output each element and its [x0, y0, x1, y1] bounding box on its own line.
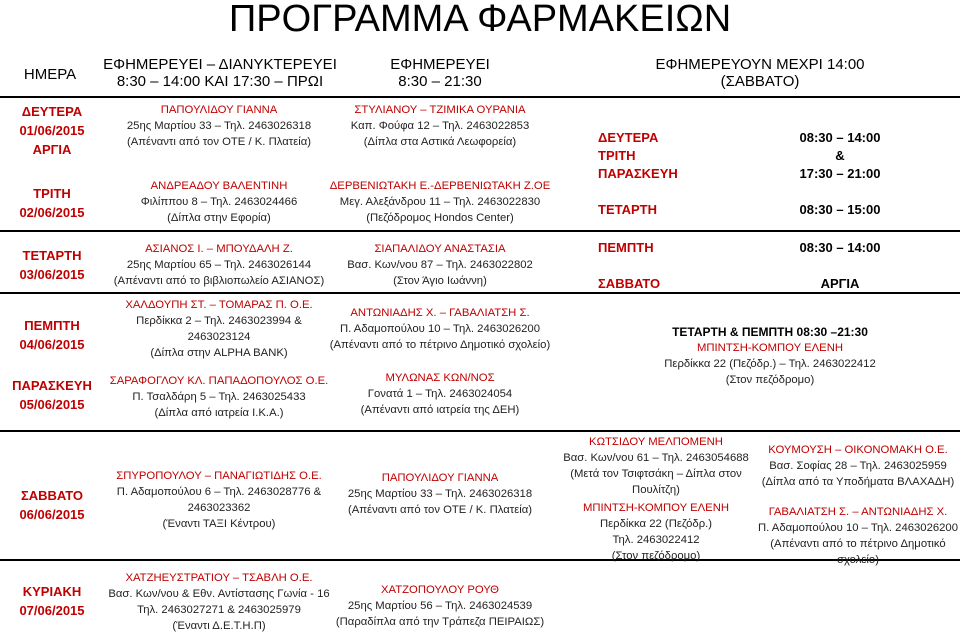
schedule-time: &: [835, 148, 845, 163]
schedule-time: 17:30 – 21:00: [799, 166, 881, 181]
pharmacy-entry: ΣΙΑΠΑΛΙΔΟΥ ΑΝΑΣΤΑΣΙΑ Βασ. Κων/νου 87 – Τηλ. 2463022802 (Στον Άγιο Ιωάννη): [347, 243, 533, 287]
pharmacy-entry: ΧΑΤΖΗΕΥΣΤΡΑΤΙΟΥ – ΤΣΑΒΛΗ Ο.Ε. Βασ. Κων/νου & Εθν. Αντίστασης Γωνία - 16 Τηλ. 2463027271 & 2463025979 (Έναντι Δ.Ε.Τ.Η.Π): [108, 572, 330, 632]
day-cell: ΣΑΒΒΑΤΟ 06/06/2015: [19, 488, 85, 522]
divider: [0, 96, 960, 98]
schedule-time: 08:30 – 14:00: [799, 130, 881, 145]
schedule-day: ΣΑΒΒΑΤΟ: [598, 276, 661, 291]
day-cell: ΚΥΡΙΑΚΗ 07/06/2015: [19, 584, 85, 618]
pharmacy-entry: ΑΝΔΡΕΑΔΟΥ ΒΑΛΕΝΤΙΝΗ Φιλίππου 8 – Τηλ. 2463024466 (Δίπλα στην Εφορία): [140, 180, 298, 224]
schedule-day: ΤΕΤΑΡΤΗ: [598, 202, 657, 217]
pharmacy-entry: ΑΣΙΑΝΟΣ Ι. – ΜΠΟΥΔΑΛΗ Ζ. 25ης Μαρτίου 65 – Τηλ. 2463026144 (Απέναντι από το βιβλιοπωλείο ΑΣΙΑΝΟΣ): [113, 243, 325, 287]
schedule-time: 08:30 – 14:00: [799, 240, 881, 255]
pharmacy-entry: ΣΠΥΡΟΠΟΥΛΟΥ – ΠΑΝΑΓΙΩΤΙΔΗΣ Ο.Ε. Π. Αδαμοπούλου 6 – Τηλ. 2463028776 & 2463023362 (Έναντι ΤΑΞΙ Κέντρου): [116, 470, 322, 530]
schedule-day: ΤΡΙΤΗ: [598, 148, 636, 163]
pharmacy-entry: ΧΑΤΖΟΠΟΥΛΟΥ ΡΟΥΘ 25ης Μαρτίου 56 – Τηλ. 2463024539 (Παραδίπλα από την Τράπεζα ΠΕΙΡΑΙΩΣ): [335, 584, 545, 628]
schedule-day: ΔΕΥΤΕΡΑ: [598, 130, 659, 145]
pharmacy-entry: ΜΥΛΩΝΑΣ ΚΩΝ/ΝΟΣ Γονατά 1 – Τηλ. 2463024054 (Απέναντι από ιατρεία της ΔΕΗ): [360, 372, 520, 416]
pharmacy-entry: ΔΕΡΒΕΝΙΩΤΑΚΗ Ε.-ΔΕΡΒΕΝΙΩΤΑΚΗ Ζ.ΟΕ Μεγ. Αλεξάνδρου 11 – Τηλ. 2463022830 (Πεζόδρομος Hondos Center): [329, 180, 551, 224]
day-cell: ΤΡΙΤΗ 02/06/2015: [19, 186, 85, 220]
pharmacy-entry: ΚΟΥΜΟΥΣΗ – ΟΙΚΟΝΟΜΑΚΗ Ο.Ε. Βασ. Σοφίας 28 – Τηλ. 2463025959 (Δίπλα από τα Υποδήματα ΒΛΑΧΑΔΗ): [761, 444, 955, 488]
header-col1: ΕΦΗΜΕΡΕΥΕΙ – ΔΙΑΝΥΚΤΕΡΕΥΕΙ 8:30 – 14:00 ΚΑΙ 17:30 – ΠΡΩΙ: [103, 56, 337, 90]
header-col2: ΕΦΗΜΕΡΕΥΕΙ 8:30 – 21:30: [390, 56, 490, 90]
day-cell: ΔΕΥΤΕΡΑ 01/06/2015 ΑΡΓΙΑ: [19, 104, 85, 157]
pharmacy-entry: ΓΑΒΑΛΙΑΤΣΗ Σ. – ΑΝΤΩΝΙΑΔΗΣ Χ. Π. Αδαμοπούλου 10 – Τηλ. 2463026200 (Απέναντι από το πέτρινο Δημοτικό σχολείο): [757, 506, 958, 566]
pharmacy-entry: ΚΩΤΣΙΔΟΥ ΜΕΛΠΟΜΕΝΗ Βασ. Κων/νου 61 – Τηλ. 2463054688 (Μετά τον Τσιφτσάκη – Δίπλα στον Πουλίτζη): [563, 436, 749, 496]
pharmacy-entry: ΠΑΠΟΥΛΙΔΟΥ ΓΙΑΝΝΑ 25ης Μαρτίου 33 – Τηλ. 2463026318 (Απέναντι από τον ΟΤΕ / Κ. Πλατεία): [126, 104, 312, 148]
day-cell: ΠΕΜΠΤΗ 04/06/2015: [19, 318, 85, 352]
schedule-time: ΑΡΓΙΑ: [820, 276, 860, 291]
header-day: ΗΜΕΡΑ: [23, 66, 77, 83]
day-cell: ΤΕΤΑΡΤΗ 03/06/2015: [19, 248, 85, 282]
header-col3: ΕΦΗΜΕΡΕΥΟΥΝ ΜΕΧΡΙ 14:00 (ΣΑΒΒΑΤΟ): [655, 56, 865, 90]
schedule-day: ΠΑΡΑΣΚΕΥΗ: [598, 166, 678, 181]
schedule-time: 08:30 – 15:00: [799, 202, 881, 217]
divider: [0, 430, 960, 432]
pharmacy-entry: ΑΝΤΩΝΙΑΔΗΣ Χ. – ΓΑΒΑΛΙΑΤΣΗ Σ. Π. Αδαμοπούλου 10 – Τηλ. 2463026200 (Απέναντι από το πέτρινο Δημοτικό σχολείο): [329, 307, 551, 351]
page-title: ΠΡΟΓΡΑΜΜΑ ΦΑΡΜΑΚΕΙΩΝ: [228, 0, 732, 40]
divider: [0, 230, 960, 232]
pharmacy-entry: ΣΤΥΛΙΑΝΟΥ – ΤΖΙΜΙΚΑ ΟΥΡΑΝΙΑ Καπ. Φούφα 12 – Τηλ. 2463022853 (Δίπλα στα Αστικά Λεωφορεία): [350, 104, 530, 148]
day-cell: ΠΑΡΑΣΚΕΥΗ 05/06/2015: [12, 378, 92, 412]
pharmacy-entry: ΧΑΛΔΟΥΠΗ ΣΤ. – ΤΟΜΑΡΑΣ Π. Ο.Ε. Περδίκκα 2 – Τηλ. 2463023994 & 2463023124 (Δίπλα στην ALPHA BANK): [125, 299, 313, 359]
pharmacy-entry: ΤΕΤΑΡΤΗ & ΠΕΜΠΤΗ 08:30 –21:30 ΜΠΙΝΤΣΗ-ΚΟΜΠΟΥ ΕΛΕΝΗ Περδίκκα 22 (Πεζόδρ.) – Τηλ. 2463022412 (Στον πεζόδρομο): [664, 325, 876, 386]
pharmacy-entry: ΜΠΙΝΤΣΗ-ΚΟΜΠΟΥ ΕΛΕΝΗ Περδίκκα 22 (Πεζόδρ.) Τηλ. 2463022412 (Στον πεζόδρομο): [582, 502, 730, 562]
divider: [0, 292, 960, 294]
pharmacy-entry: ΠΑΠΟΥΛΙΔΟΥ ΓΙΑΝΝΑ 25ης Μαρτίου 33 – Τηλ. 2463026318 (Απέναντι από τον ΟΤΕ / Κ. Πλατεία): [347, 472, 533, 516]
pharmacy-entry: ΣΑΡΑΦΟΓΛΟΥ ΚΛ. ΠΑΠΑΔΟΠΟΥΛΟΣ Ο.Ε. Π. Τσαλδάρη 5 – Τηλ. 2463025433 (Δίπλα από ιατρεία Ι.Κ.Α.): [109, 375, 329, 419]
schedule-day: ΠΕΜΠΤΗ: [598, 240, 654, 255]
